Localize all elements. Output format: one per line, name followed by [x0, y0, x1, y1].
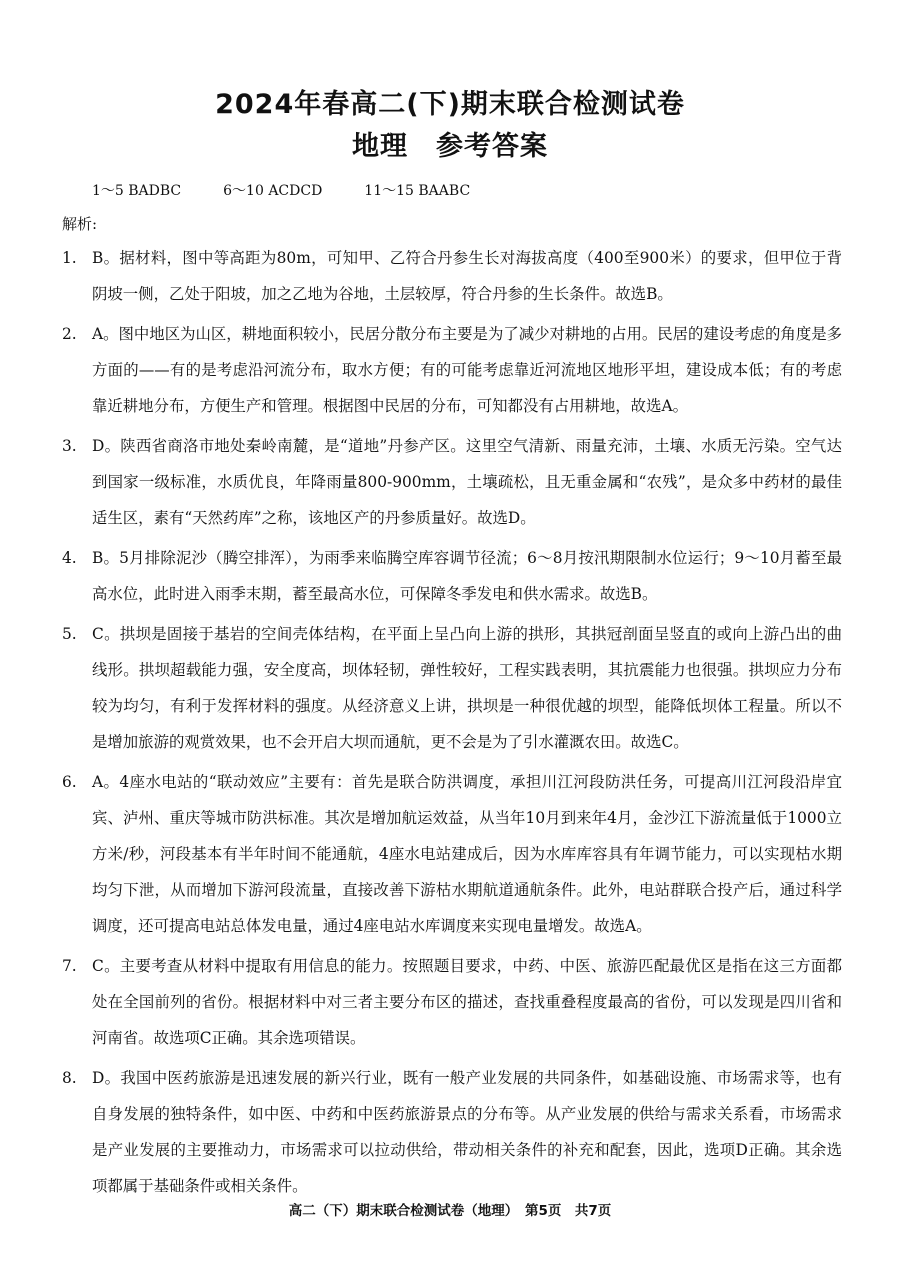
analysis-list [0, 240, 900, 1208]
page-title: 2024年春高二(下)期末联合检测试卷 [215, 89, 685, 120]
item-number: 5. [62, 625, 77, 643]
analysis-item [0, 1060, 900, 1204]
item-number: 7. [62, 957, 77, 975]
analysis-item [0, 428, 900, 536]
item-text: D。陕西省商洛市地处秦岭南麓，是“道地”丹参产区。这里空气清新、雨量充沛，土壤、水质无污染。空气达到国家一级标准，水质优良，年降雨量800-900mm，土壤疏松，且无重金属和“农残”，是众多中药材的最佳适生区，素有“天然药库”之称，该地区产的丹参质量好。故选D。 [92, 437, 842, 527]
item-text: D。我国中医药旅游是迅速发展的新兴行业，既有一般产业发展的共同条件，如基础设施、市场需求等，也有自身发展的独特条件，如中医、中药和中医药旅游景点的分布等。从产业发展的供给与需求关系看，市场需求是产业发展的主要推动力，市场需求可以拉动供给，带动相关条件的补充和配套，因此，选项D正确。其余选项都属于基础条件或相关条件。 [92, 1069, 842, 1195]
analysis-label: 解析: [62, 215, 98, 233]
item-text: A。图中地区为山区，耕地面积较小，民居分散分布主要是为了减少对耕地的占用。民居的建设考虑的角度是多方面的——有的是考虑沿河流分布，取水方便；有的可能考虑靠近河流地区地形平坦，建设成本低；有的考虑靠近耕地分布，方便生产和管理。根据图中民居的分布，可知都没有占用耕地，故选A。 [92, 325, 842, 415]
page-subtitle: 地理 参考答案 [352, 131, 548, 162]
analysis-item [0, 948, 900, 1056]
analysis-item [0, 616, 900, 760]
item-number: 2. [62, 325, 77, 343]
analysis-item [0, 764, 900, 944]
page-footer: 高二（下）期末联合检测试卷（地理） 第5页 共7页 [288, 1203, 612, 1219]
item-number: 8. [62, 1069, 77, 1087]
item-text: C。主要考查从材料中提取有用信息的能力。按照题目要求，中药、中医、旅游匹配最优区是指在这三方面都处在全国前列的省份。根据材料中对三者主要分布区的描述，查找重叠程度最高的省份，可以发现是四川省和河南省。故选项C正确。其余选项错误。 [92, 957, 842, 1047]
item-text: A。4座水电站的“联动效应”主要有：首先是联合防洪调度，承担川江河段防洪任务，可提高川江河段沿岸宜宾、泸州、重庆等城市防洪标准。其次是增加航运效益，从当年10月到来年4月，金沙江下游流量低于1000立方米/秒，河段基本有半年时间不能通航，4座水电站建成后，因为水库库容具有年调节能力，可以实现枯水期均匀下泄，从而增加下游河段流量，直接改善下游枯水期航道通航条件。此外，电站群联合投产后，通过科学调度，还可提高电站总体发电量，通过4座电站水库调度来实现电量增发。故选A。 [92, 773, 842, 935]
analysis-item [0, 316, 900, 424]
analysis-item [0, 540, 900, 612]
item-text: C。拱坝是固接于基岩的空间壳体结构，在平面上呈凸向上游的拱形，其拱冠剖面呈竖直的或向上游凸出的曲线形。拱坝超载能力强，安全度高，坝体轻韧，弹性较好，工程实践表明，其抗震能力也很强。拱坝应力分布较为均匀，有利于发挥材料的强度。从经济意义上讲，拱坝是一种很优越的坝型，能降低坝体工程量。所以不是增加旅游的观赏效果，也不会开启大坝而通航，更不会是为了引水灌溉农田。故选C。 [92, 625, 842, 751]
answer-key: 1～5 BADBC 6～10 ACDCD 11～15 BAABC [92, 183, 471, 199]
item-text: B。据材料，图中等高距为80m，可知甲、乙符合丹参生长对海拔高度（400至900米）的要求，但甲位于背阴坡一侧，乙处于阳坡，加之乙地为谷地，土层较厚，符合丹参的生长条件。故选B。 [92, 249, 842, 303]
item-number: 6. [62, 773, 77, 791]
item-number: 1. [62, 249, 77, 267]
item-number: 3. [62, 437, 77, 455]
item-number: 4. [62, 549, 77, 567]
item-text: B。5月排除泥沙（腾空排浑），为雨季来临腾空库容调节径流；6～8月按汛期限制水位运行；9～10月蓄至最高水位，此时进入雨季末期，蓄至最高水位，可保障冬季发电和供水需求。故选B。 [92, 549, 842, 603]
analysis-item [0, 240, 900, 312]
